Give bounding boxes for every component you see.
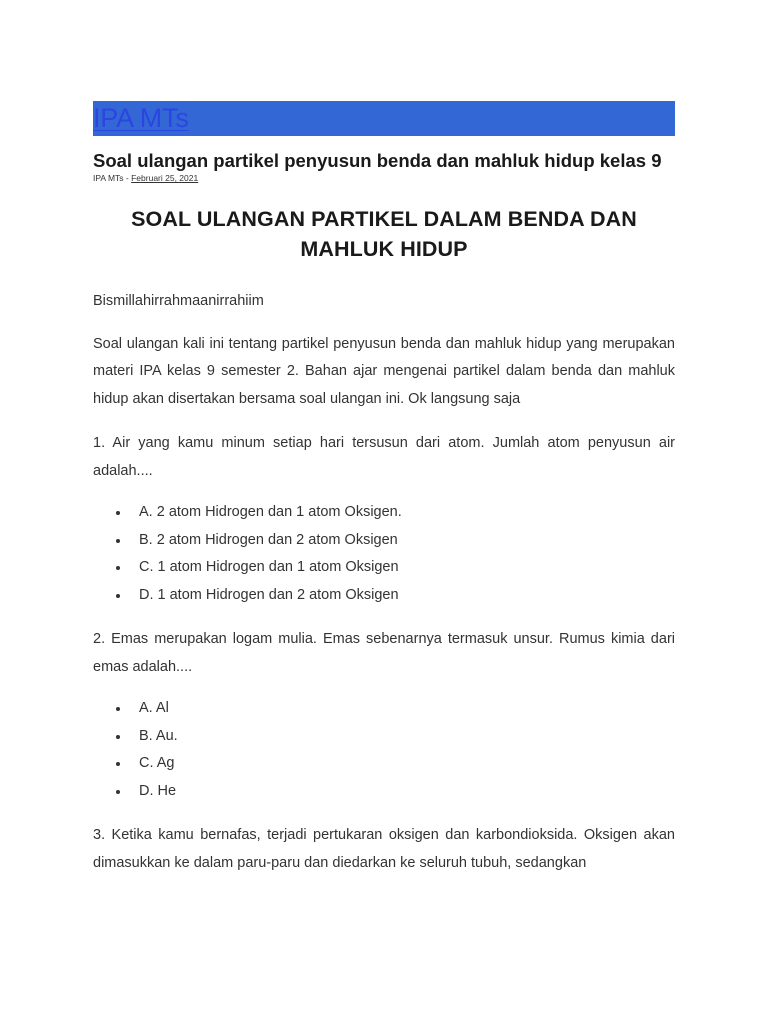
post-meta xyxy=(93,173,675,184)
list-item xyxy=(93,778,675,806)
list-item xyxy=(93,750,675,778)
list-item xyxy=(93,527,675,555)
bullet-icon xyxy=(116,790,120,794)
option-text: A. 2 atom Hidrogen dan 1 atom Oksigen. xyxy=(139,504,402,520)
list-item xyxy=(93,499,675,527)
bullet-icon xyxy=(116,735,120,739)
option-text: D. 1 atom Hidrogen dan 2 atom Oksigen xyxy=(139,586,399,603)
greeting-paragraph: Bismillahirrahmaanirrahiim xyxy=(93,293,264,309)
option-text: B. Au. xyxy=(139,727,178,744)
post-date-link[interactable]: Februari 25, 2021 xyxy=(131,173,199,183)
bullet-icon xyxy=(116,707,120,711)
option-text: C. Ag xyxy=(139,755,175,771)
bullet-icon xyxy=(116,566,120,570)
question-1-text: 1. Air yang kamu minum setiap hari tersusun dari atom. Jumlah atom penyusun air adalah.... xyxy=(93,435,675,479)
list-item xyxy=(93,554,675,582)
blog-title-link[interactable]: IPA MTs xyxy=(93,103,189,133)
list-item xyxy=(93,695,675,723)
post-author: IPA MTs xyxy=(93,173,124,183)
intro-paragraph: Soal ulangan kali ini tentang partikel penyusun benda dan mahluk hidup yang merupakan materi IPA kelas 9 semester 2. Bahan ajar mengenai partikel dalam benda dan mahluk hidup akan disertakan bersama soal ulangan ini. Ok langsung saja xyxy=(93,335,675,407)
question-2-options xyxy=(93,695,675,805)
option-text: A. Al xyxy=(139,700,169,716)
option-text: C. 1 atom Hidrogen dan 1 atom Oksigen xyxy=(139,559,399,575)
bullet-icon xyxy=(116,539,120,543)
blog-header-bar xyxy=(93,101,675,136)
list-item xyxy=(93,582,675,610)
question-1-options xyxy=(93,499,675,609)
list-item xyxy=(93,723,675,751)
content-heading: SOAL ULANGAN PARTIKEL DALAM BENDA DAN MAHLUK HIDUP xyxy=(131,207,637,261)
meta-separator: - xyxy=(123,173,132,183)
bullet-icon xyxy=(116,511,120,515)
option-text: B. 2 atom Hidrogen dan 2 atom Oksigen xyxy=(139,531,398,548)
question-3-text: 3. Ketika kamu bernafas, terjadi pertukaran oksigen dan karbondioksida. Oksigen akan dimasukkan ke dalam paru-paru dan diedarkan ke seluruh tubuh, sedangkan xyxy=(93,827,675,871)
bullet-icon xyxy=(116,594,120,598)
bullet-icon xyxy=(116,762,120,766)
option-text: D. He xyxy=(139,782,177,799)
post-title: Soal ulangan partikel penyusun benda dan mahluk hidup kelas 9 xyxy=(93,150,662,171)
document-page xyxy=(93,101,675,877)
question-2-text: 2. Emas merupakan logam mulia. Emas sebenarnya termasuk unsur. Rumus kimia dari emas adalah.... xyxy=(93,631,675,675)
